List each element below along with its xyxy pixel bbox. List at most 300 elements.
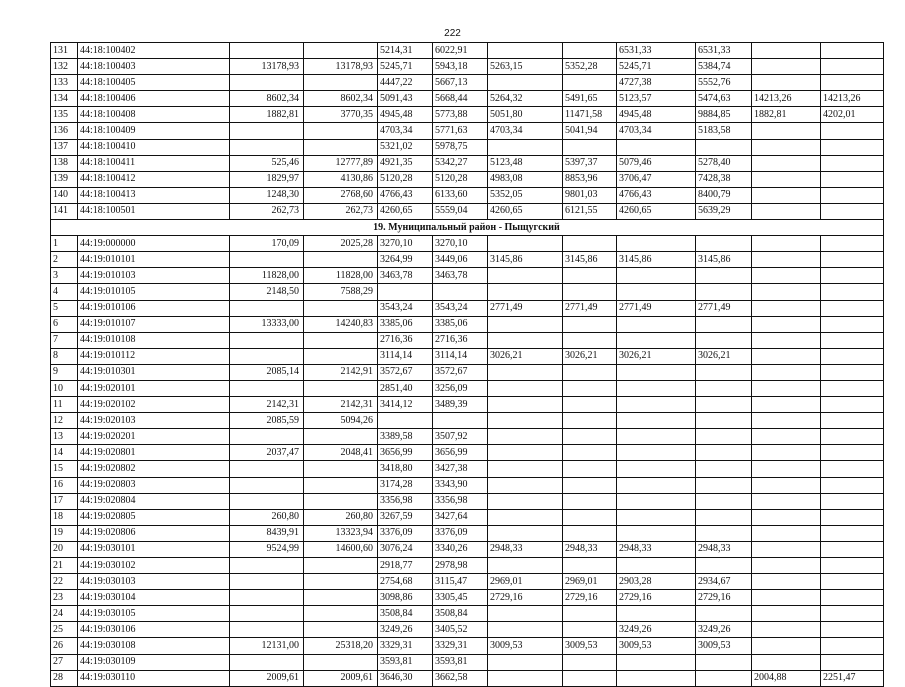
value-cell: 5771,63 xyxy=(433,123,488,139)
value-cell xyxy=(752,139,821,155)
cadastral-number-cell: 44:19:030104 xyxy=(78,590,230,606)
value-cell: 3174,28 xyxy=(378,477,433,493)
value-cell xyxy=(563,364,617,380)
value-cell xyxy=(696,332,752,348)
value-cell xyxy=(304,622,378,638)
value-cell: 6133,60 xyxy=(433,187,488,203)
value-cell xyxy=(230,590,304,606)
value-cell xyxy=(230,477,304,493)
table-row xyxy=(51,364,884,380)
table-row xyxy=(51,606,884,622)
value-cell xyxy=(488,461,563,477)
value-cell xyxy=(752,300,821,316)
value-cell xyxy=(563,43,617,59)
value-cell xyxy=(752,171,821,187)
value-cell xyxy=(304,43,378,59)
value-cell xyxy=(821,364,884,380)
value-cell xyxy=(821,606,884,622)
value-cell: 13333,00 xyxy=(230,316,304,332)
value-cell xyxy=(821,332,884,348)
value-cell xyxy=(821,284,884,300)
value-cell: 11828,00 xyxy=(230,268,304,284)
value-cell: 3329,31 xyxy=(433,638,488,654)
row-number-cell: 20 xyxy=(51,541,78,557)
value-cell xyxy=(617,445,696,461)
value-cell: 260,80 xyxy=(230,509,304,525)
value-cell: 5397,37 xyxy=(563,155,617,171)
value-cell: 4260,65 xyxy=(488,203,563,219)
value-cell xyxy=(488,622,563,638)
table-row xyxy=(51,509,884,525)
value-cell: 3145,86 xyxy=(617,252,696,268)
value-cell xyxy=(821,477,884,493)
value-cell xyxy=(821,558,884,574)
value-cell xyxy=(752,525,821,541)
cadastral-number-cell: 44:19:020805 xyxy=(78,509,230,525)
value-cell: 2729,16 xyxy=(617,590,696,606)
value-cell xyxy=(617,316,696,332)
value-cell: 3026,21 xyxy=(696,348,752,364)
value-cell xyxy=(696,477,752,493)
value-cell xyxy=(563,316,617,332)
value-cell: 14213,26 xyxy=(752,91,821,107)
table-row xyxy=(51,268,884,284)
value-cell: 3356,98 xyxy=(378,493,433,509)
value-cell: 170,09 xyxy=(230,236,304,252)
value-cell: 2948,33 xyxy=(617,541,696,557)
value-cell: 2142,91 xyxy=(304,364,378,380)
page-number: 222 xyxy=(444,28,461,39)
value-cell xyxy=(617,413,696,429)
row-number-cell: 5 xyxy=(51,300,78,316)
cadastral-number-cell: 44:19:030102 xyxy=(78,558,230,574)
value-cell: 525,46 xyxy=(230,155,304,171)
value-cell xyxy=(563,477,617,493)
value-cell xyxy=(752,509,821,525)
value-cell xyxy=(752,316,821,332)
cadastral-number-cell: 44:19:020803 xyxy=(78,477,230,493)
value-cell xyxy=(230,622,304,638)
value-cell xyxy=(821,461,884,477)
value-cell xyxy=(488,606,563,622)
row-number-cell: 28 xyxy=(51,670,78,686)
value-cell: 2729,16 xyxy=(696,590,752,606)
value-cell: 5474,63 xyxy=(696,91,752,107)
value-cell: 2948,33 xyxy=(488,541,563,557)
row-number-cell: 138 xyxy=(51,155,78,171)
row-number-cell: 19 xyxy=(51,525,78,541)
value-cell xyxy=(821,493,884,509)
table-row xyxy=(51,300,884,316)
value-cell: 5639,29 xyxy=(696,203,752,219)
value-cell: 5094,26 xyxy=(304,413,378,429)
value-cell: 3115,47 xyxy=(433,574,488,590)
table-row xyxy=(51,638,884,654)
value-cell xyxy=(696,525,752,541)
table-row xyxy=(51,139,884,155)
value-cell xyxy=(821,43,884,59)
value-cell xyxy=(752,654,821,670)
value-cell: 11828,00 xyxy=(304,268,378,284)
value-cell xyxy=(563,268,617,284)
value-cell: 3489,39 xyxy=(433,397,488,413)
value-cell: 8602,34 xyxy=(230,91,304,107)
table-row xyxy=(51,590,884,606)
value-cell xyxy=(821,638,884,654)
value-cell xyxy=(617,284,696,300)
value-cell: 4727,38 xyxy=(617,75,696,91)
value-cell: 2048,41 xyxy=(304,445,378,461)
value-cell xyxy=(230,654,304,670)
value-cell: 5978,75 xyxy=(433,139,488,155)
cadastral-number-cell: 44:19:020102 xyxy=(78,397,230,413)
cadastral-number-cell: 44:19:010112 xyxy=(78,348,230,364)
value-cell xyxy=(304,590,378,606)
value-cell xyxy=(752,574,821,590)
value-cell: 5491,65 xyxy=(563,91,617,107)
value-cell xyxy=(752,541,821,557)
value-cell: 3508,84 xyxy=(378,606,433,622)
value-cell xyxy=(488,43,563,59)
value-cell xyxy=(752,187,821,203)
value-cell xyxy=(304,300,378,316)
value-cell: 3385,06 xyxy=(378,316,433,332)
value-cell: 3343,90 xyxy=(433,477,488,493)
value-cell: 5120,28 xyxy=(378,171,433,187)
value-cell xyxy=(821,203,884,219)
value-cell xyxy=(696,461,752,477)
value-cell: 1248,30 xyxy=(230,187,304,203)
cadastral-number-cell: 44:18:100403 xyxy=(78,59,230,75)
value-cell: 3009,53 xyxy=(617,638,696,654)
cadastral-number-cell: 44:18:100406 xyxy=(78,91,230,107)
table-row xyxy=(51,252,884,268)
value-cell xyxy=(696,493,752,509)
table-row xyxy=(51,316,884,332)
value-cell xyxy=(488,445,563,461)
row-number-cell: 132 xyxy=(51,59,78,75)
value-cell: 2948,33 xyxy=(696,541,752,557)
value-cell xyxy=(617,525,696,541)
cadastral-number-cell: 44:19:010101 xyxy=(78,252,230,268)
value-cell: 6531,33 xyxy=(617,43,696,59)
value-cell xyxy=(617,364,696,380)
value-cell: 14213,26 xyxy=(821,91,884,107)
row-number-cell: 1 xyxy=(51,236,78,252)
table-row xyxy=(51,332,884,348)
value-cell: 5559,04 xyxy=(433,203,488,219)
table-row xyxy=(51,203,884,219)
value-cell: 8400,79 xyxy=(696,187,752,203)
value-cell xyxy=(563,413,617,429)
row-number-cell: 18 xyxy=(51,509,78,525)
table-row xyxy=(51,107,884,123)
value-cell: 7588,29 xyxy=(304,284,378,300)
table-row xyxy=(51,284,884,300)
value-cell xyxy=(488,332,563,348)
table-row xyxy=(51,413,884,429)
value-cell xyxy=(304,606,378,622)
value-cell xyxy=(563,236,617,252)
section-header-row xyxy=(51,220,884,236)
value-cell xyxy=(617,461,696,477)
value-cell: 3026,21 xyxy=(488,348,563,364)
table-row xyxy=(51,445,884,461)
value-cell: 3593,81 xyxy=(433,654,488,670)
value-cell xyxy=(433,284,488,300)
value-cell: 3270,10 xyxy=(378,236,433,252)
value-cell xyxy=(488,380,563,396)
value-cell xyxy=(230,123,304,139)
value-cell xyxy=(230,493,304,509)
value-cell xyxy=(304,123,378,139)
table-row xyxy=(51,429,884,445)
value-cell xyxy=(752,75,821,91)
value-cell: 2969,01 xyxy=(488,574,563,590)
value-cell: 3376,09 xyxy=(378,525,433,541)
cadastral-number-cell: 44:18:100408 xyxy=(78,107,230,123)
table-row xyxy=(51,654,884,670)
value-cell xyxy=(696,397,752,413)
value-cell xyxy=(304,493,378,509)
value-cell xyxy=(821,574,884,590)
value-cell xyxy=(230,43,304,59)
value-cell xyxy=(563,493,617,509)
value-cell: 2729,16 xyxy=(488,590,563,606)
table-row xyxy=(51,670,884,686)
value-cell: 3009,53 xyxy=(488,638,563,654)
value-cell: 3249,26 xyxy=(378,622,433,638)
value-cell xyxy=(752,348,821,364)
value-cell: 5552,76 xyxy=(696,75,752,91)
value-cell: 2716,36 xyxy=(378,332,433,348)
value-cell xyxy=(433,413,488,429)
value-cell xyxy=(617,268,696,284)
value-cell: 5245,71 xyxy=(617,59,696,75)
value-cell xyxy=(488,429,563,445)
value-cell xyxy=(617,606,696,622)
value-cell xyxy=(378,284,433,300)
row-number-cell: 134 xyxy=(51,91,78,107)
value-cell xyxy=(304,332,378,348)
value-cell: 2716,36 xyxy=(433,332,488,348)
cadastral-number-cell: 44:18:100405 xyxy=(78,75,230,91)
value-cell xyxy=(752,252,821,268)
value-cell: 25318,20 xyxy=(304,638,378,654)
value-cell xyxy=(563,525,617,541)
value-cell: 2085,14 xyxy=(230,364,304,380)
table-body xyxy=(51,43,884,687)
value-cell: 3340,26 xyxy=(433,541,488,557)
value-cell xyxy=(752,236,821,252)
value-cell: 3449,06 xyxy=(433,252,488,268)
value-cell xyxy=(488,413,563,429)
row-number-cell: 17 xyxy=(51,493,78,509)
value-cell: 4260,65 xyxy=(617,203,696,219)
value-cell: 1829,97 xyxy=(230,171,304,187)
value-cell: 13323,94 xyxy=(304,525,378,541)
table-row xyxy=(51,477,884,493)
table-row xyxy=(51,397,884,413)
value-cell xyxy=(488,316,563,332)
row-number-cell: 12 xyxy=(51,413,78,429)
value-cell xyxy=(752,493,821,509)
value-cell xyxy=(617,477,696,493)
value-cell xyxy=(230,429,304,445)
value-cell: 8602,34 xyxy=(304,91,378,107)
value-cell xyxy=(696,364,752,380)
value-cell xyxy=(230,252,304,268)
cadastral-number-cell: 44:19:020806 xyxy=(78,525,230,541)
value-cell: 3405,52 xyxy=(433,622,488,638)
value-cell xyxy=(488,558,563,574)
value-cell xyxy=(563,75,617,91)
value-cell: 2978,98 xyxy=(433,558,488,574)
row-number-cell: 16 xyxy=(51,477,78,493)
value-cell: 3427,38 xyxy=(433,461,488,477)
value-cell xyxy=(617,139,696,155)
cadastral-number-cell: 44:19:030101 xyxy=(78,541,230,557)
row-number-cell: 6 xyxy=(51,316,78,332)
value-cell xyxy=(752,638,821,654)
cadastral-number-cell: 44:18:100413 xyxy=(78,187,230,203)
value-cell xyxy=(563,461,617,477)
value-cell: 4202,01 xyxy=(821,107,884,123)
value-cell: 3593,81 xyxy=(378,654,433,670)
value-cell: 7428,38 xyxy=(696,171,752,187)
value-cell: 4983,08 xyxy=(488,171,563,187)
cadastral-number-cell: 44:19:010301 xyxy=(78,364,230,380)
value-cell xyxy=(304,429,378,445)
value-cell xyxy=(752,461,821,477)
row-number-cell: 9 xyxy=(51,364,78,380)
value-cell xyxy=(230,75,304,91)
row-number-cell: 131 xyxy=(51,43,78,59)
row-number-cell: 25 xyxy=(51,622,78,638)
value-cell: 3376,09 xyxy=(433,525,488,541)
table-row xyxy=(51,187,884,203)
value-cell xyxy=(488,397,563,413)
value-cell: 2009,61 xyxy=(304,670,378,686)
value-cell xyxy=(617,332,696,348)
table-row xyxy=(51,574,884,590)
row-number-cell: 2 xyxy=(51,252,78,268)
value-cell xyxy=(752,397,821,413)
value-cell: 2969,01 xyxy=(563,574,617,590)
row-number-cell: 135 xyxy=(51,107,78,123)
value-cell: 4703,34 xyxy=(617,123,696,139)
value-cell: 2251,47 xyxy=(821,670,884,686)
value-cell: 5943,18 xyxy=(433,59,488,75)
value-cell xyxy=(752,413,821,429)
value-cell: 3508,84 xyxy=(433,606,488,622)
value-cell: 4447,22 xyxy=(378,75,433,91)
value-cell: 3706,47 xyxy=(617,171,696,187)
value-cell: 5183,58 xyxy=(696,123,752,139)
value-cell xyxy=(752,380,821,396)
value-cell: 3114,14 xyxy=(433,348,488,364)
value-cell: 9884,85 xyxy=(696,107,752,123)
value-cell xyxy=(617,670,696,686)
value-cell: 1882,81 xyxy=(230,107,304,123)
row-number-cell: 23 xyxy=(51,590,78,606)
value-cell: 5245,71 xyxy=(378,59,433,75)
value-cell: 2771,49 xyxy=(563,300,617,316)
cadastral-number-cell: 44:19:010106 xyxy=(78,300,230,316)
value-cell xyxy=(304,461,378,477)
value-cell xyxy=(563,139,617,155)
value-cell xyxy=(696,139,752,155)
value-cell xyxy=(488,284,563,300)
row-number-cell: 137 xyxy=(51,139,78,155)
value-cell: 2142,31 xyxy=(230,397,304,413)
value-cell xyxy=(821,348,884,364)
table-row xyxy=(51,525,884,541)
value-cell: 3026,21 xyxy=(617,348,696,364)
value-cell: 3009,53 xyxy=(696,638,752,654)
value-cell xyxy=(563,558,617,574)
value-cell: 262,73 xyxy=(304,203,378,219)
value-cell xyxy=(696,654,752,670)
cadastral-number-cell: 44:19:030108 xyxy=(78,638,230,654)
cadastral-number-cell: 44:18:100412 xyxy=(78,171,230,187)
value-cell: 3507,92 xyxy=(433,429,488,445)
value-cell: 4945,48 xyxy=(378,107,433,123)
value-cell xyxy=(821,590,884,606)
value-cell: 3270,10 xyxy=(433,236,488,252)
value-cell: 3145,86 xyxy=(696,252,752,268)
row-number-cell: 26 xyxy=(51,638,78,654)
cadastral-number-cell: 44:18:100501 xyxy=(78,203,230,219)
value-cell: 4130,86 xyxy=(304,171,378,187)
row-number-cell: 15 xyxy=(51,461,78,477)
value-cell: 5668,44 xyxy=(433,91,488,107)
table-row xyxy=(51,171,884,187)
value-cell: 3543,24 xyxy=(433,300,488,316)
value-cell xyxy=(696,445,752,461)
value-cell xyxy=(821,509,884,525)
value-cell: 3414,12 xyxy=(378,397,433,413)
value-cell: 3662,58 xyxy=(433,670,488,686)
value-cell: 2085,59 xyxy=(230,413,304,429)
value-cell xyxy=(696,236,752,252)
value-cell xyxy=(821,300,884,316)
table-row xyxy=(51,91,884,107)
value-cell xyxy=(821,316,884,332)
value-cell: 4766,43 xyxy=(378,187,433,203)
value-cell xyxy=(304,654,378,670)
value-cell: 12777,89 xyxy=(304,155,378,171)
value-cell: 3267,59 xyxy=(378,509,433,525)
value-cell xyxy=(230,300,304,316)
table-row xyxy=(51,622,884,638)
cadastral-number-cell: 44:19:030106 xyxy=(78,622,230,638)
value-cell xyxy=(752,59,821,75)
value-cell: 5384,74 xyxy=(696,59,752,75)
section-title: 19. Муниципальный район - Пыщугский xyxy=(51,220,884,236)
value-cell xyxy=(752,123,821,139)
row-number-cell: 3 xyxy=(51,268,78,284)
value-cell: 1882,81 xyxy=(752,107,821,123)
value-cell xyxy=(488,670,563,686)
table-row xyxy=(51,43,884,59)
value-cell xyxy=(563,622,617,638)
cadastral-number-cell: 44:18:100410 xyxy=(78,139,230,155)
value-cell xyxy=(563,445,617,461)
value-cell xyxy=(230,574,304,590)
value-cell xyxy=(563,654,617,670)
cadastral-number-cell: 44:19:020101 xyxy=(78,380,230,396)
